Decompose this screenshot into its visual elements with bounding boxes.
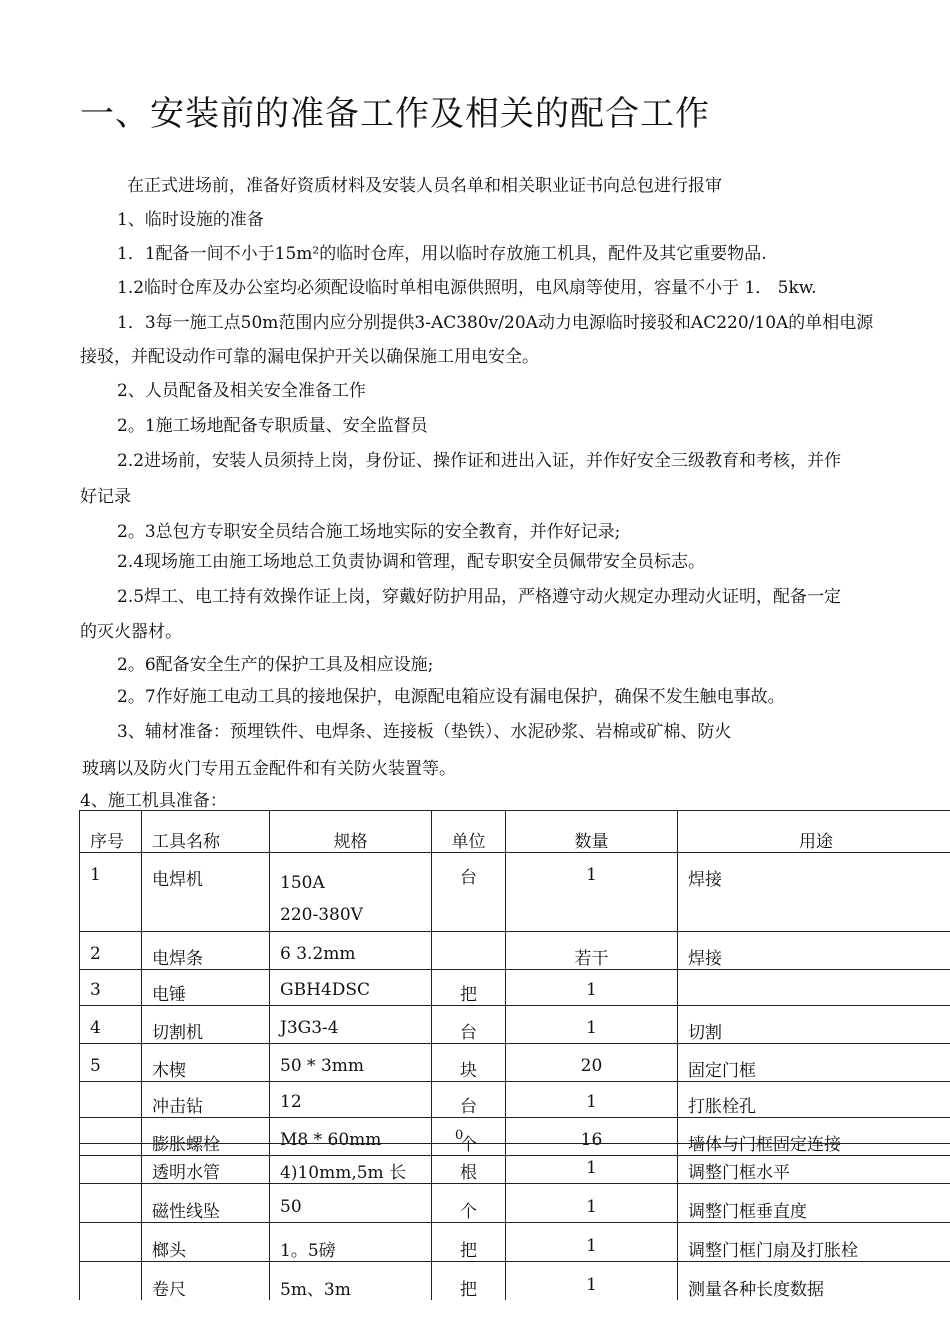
cell-quantity: 1 xyxy=(506,970,678,1006)
cell-unit: 把 xyxy=(432,1223,506,1262)
cell-unit: 台 xyxy=(432,853,506,932)
paragraph-2-6: 2。6配备安全生产的保护工具及相应设施; xyxy=(117,655,434,675)
cell-quantity: 1 xyxy=(506,1262,678,1301)
section-heading-3-cont: 玻璃以及防火门专用五金配件和有关防火装置等。 xyxy=(82,759,456,779)
cell-tool-name: 冲击钻 xyxy=(142,1082,270,1118)
cell-index xyxy=(80,1144,142,1184)
cell-tool-name: 膨胀螺栓 xyxy=(142,1118,270,1156)
cell-spec: 50 xyxy=(270,1184,432,1223)
cell-tool-name: 磁性线坠 xyxy=(142,1184,270,1223)
paragraph-2-2: 2.2进场前，安装人员须持上岗，身份证、操作证和进出入证，并作好安全三级教育和考核，并作 xyxy=(117,451,842,471)
table-row xyxy=(80,1044,950,1082)
paragraph-2-3: 2。3总包方专职安全员结合施工场地实际的安全教育，并作好记录; xyxy=(117,522,621,542)
cell-spec: J3G3-4 xyxy=(270,1006,432,1044)
cell-spec-line2: 220-380V xyxy=(280,905,363,925)
header-usage: 用途 xyxy=(678,811,950,853)
cell-unit: 把 xyxy=(432,970,506,1006)
cell-tool-name: 榔头 xyxy=(142,1223,270,1262)
cell-index: 4 xyxy=(80,1006,142,1044)
cell-usage: 固定门框 xyxy=(678,1044,950,1082)
cell-tool-name: 卷尺 xyxy=(142,1262,270,1301)
tools-table-part1 xyxy=(79,810,950,1156)
cell-quantity: 1 xyxy=(506,1144,678,1184)
paragraph-2-5-cont: 的灭火器材。 xyxy=(80,622,182,642)
cell-unit: 块 xyxy=(432,1044,506,1082)
cell-unit: 台 xyxy=(432,1006,506,1044)
cell-quantity: 1 xyxy=(506,1223,678,1262)
cell-spec: 50 * 3mm xyxy=(270,1044,432,1082)
cell-quantity: 若干 xyxy=(506,932,678,970)
cell-spec: 1。5磅 xyxy=(270,1223,432,1262)
cell-index xyxy=(80,1184,142,1223)
table-header-row xyxy=(80,811,950,853)
paragraph-2-1: 2。1施工场地配备专职质量、安全监督员 xyxy=(117,416,428,436)
header-tool-name: 工具名称 xyxy=(142,811,270,853)
cell-unit: 把 xyxy=(432,1262,506,1301)
header-unit: 单位 xyxy=(432,811,506,853)
cell-index: 5 xyxy=(80,1044,142,1082)
cell-index xyxy=(80,1082,142,1118)
cell-usage: 打胀栓孔 xyxy=(678,1082,950,1118)
cell-usage xyxy=(678,970,950,1006)
cell-spec: 6 3.2mm xyxy=(270,932,432,970)
header-index: 序号 xyxy=(80,811,142,853)
cell-spec: GBH4DSC xyxy=(270,970,432,1006)
cell-quantity: 16 xyxy=(506,1118,678,1156)
paragraph-2-4: 2.4现场施工由施工场地总工负责协调和管理，配专职安全员佩带安全员标志。 xyxy=(117,552,706,572)
cell-usage: 焊接 xyxy=(678,853,950,932)
cell-spec: M8 * 60mm xyxy=(270,1118,432,1156)
tools-table-part2 xyxy=(79,1143,950,1300)
cell-quantity: 1 xyxy=(506,1006,678,1044)
paragraph-1-3: 1．3每一施工点50m范围内应分别提供3-AC380v/20A动力电源临时接驳和AC220/10A的单相电源 xyxy=(117,313,874,333)
section-heading-2: 2、人员配备及相关安全准备工作 xyxy=(117,381,366,401)
table-row xyxy=(80,1082,950,1118)
cell-unit: 根 xyxy=(432,1144,506,1184)
cell-spec-line1: 150A xyxy=(280,873,325,893)
section-heading-3: 3、辅材准备：预埋铁件、电焊条、连接板（垫铁）、水泥砂浆、岩棉或矿棉、防火 xyxy=(117,722,732,742)
table-row xyxy=(80,1223,950,1262)
cell-quantity: 1 xyxy=(506,853,678,932)
cell-usage: 切割 xyxy=(678,1006,950,1044)
cell-tool-name: 切割机 xyxy=(142,1006,270,1044)
cell-usage: 调整门框垂直度 xyxy=(678,1184,950,1223)
cell-unit: 个 xyxy=(432,1184,506,1223)
page-number: 0 xyxy=(455,1128,464,1143)
table-row xyxy=(80,1144,950,1184)
cell-spec: 5m、3m xyxy=(270,1262,432,1301)
cell-spec xyxy=(270,853,432,932)
cell-usage: 墙体与门框固定连接 xyxy=(678,1118,950,1156)
cell-index: 3 xyxy=(80,970,142,1006)
cell-spec: 4)10mm,5m 长 xyxy=(270,1144,432,1184)
table-row xyxy=(80,932,950,970)
paragraph-intro: 在正式进场前，准备好资质材料及安装人员名单和相关职业证书向总包进行报审 xyxy=(127,176,722,196)
cell-quantity: 20 xyxy=(506,1044,678,1082)
cell-tool-name: 电焊条 xyxy=(142,932,270,970)
section-heading-4: 4、施工机具准备： xyxy=(80,791,227,811)
cell-quantity: 1 xyxy=(506,1184,678,1223)
cell-usage: 测量各种长度数据 xyxy=(678,1262,950,1301)
cell-unit: 台 xyxy=(432,1082,506,1118)
table-row xyxy=(80,1006,950,1044)
cell-usage: 调整门框水平 xyxy=(678,1144,950,1184)
cell-spec: 12 xyxy=(270,1082,432,1118)
cell-tool-name: 透明水管 xyxy=(142,1144,270,1184)
paragraph-2-5: 2.5焊工、电工持有效操作证上岗，穿戴好防护用品，严格遵守动火规定办理动火证明，配备一定 xyxy=(117,587,842,607)
cell-unit xyxy=(432,932,506,970)
paragraph-1-3-cont: 接驳，并配设动作可靠的漏电保护开关以确保施工用电安全。 xyxy=(80,347,539,367)
cell-index xyxy=(80,1262,142,1301)
cell-index xyxy=(80,1223,142,1262)
page-title: 一、安装前的准备工作及相关的配合工作 xyxy=(80,94,710,134)
section-heading-1: 1、临时设施的准备 xyxy=(117,210,264,230)
header-spec: 规格 xyxy=(270,811,432,853)
paragraph-1-1: 1．1配备一间不小于15m²的临时仓库，用以临时存放施工机具，配件及其它重要物品. xyxy=(117,244,767,264)
cell-tool-name: 木楔 xyxy=(142,1044,270,1082)
table-row xyxy=(80,970,950,1006)
paragraph-1-2: 1.2临时仓库及办公室均必须配设临时单相电源供照明，电风扇等使用，容量不小于 1． 5kw. xyxy=(117,278,817,298)
paragraph-2-2-cont: 好记录 xyxy=(80,487,131,507)
cell-index: 2 xyxy=(80,932,142,970)
table-row xyxy=(80,1262,950,1301)
cell-usage: 焊接 xyxy=(678,932,950,970)
table-row xyxy=(80,1184,950,1223)
cell-usage: 调整门框门扇及打胀栓 xyxy=(678,1223,950,1262)
paragraph-2-7: 2。7作好施工电动工具的接地保护，电源配电箱应设有漏电保护，确保不发生触电事故。 xyxy=(117,687,785,707)
cell-unit: 个 xyxy=(432,1118,506,1156)
cell-quantity: 1 xyxy=(506,1082,678,1118)
cell-tool-name: 电锤 xyxy=(142,970,270,1006)
table-row xyxy=(80,853,950,932)
header-quantity: 数量 xyxy=(506,811,678,853)
cell-tool-name: 电焊机 xyxy=(142,853,270,932)
cell-index: 1 xyxy=(80,853,142,932)
